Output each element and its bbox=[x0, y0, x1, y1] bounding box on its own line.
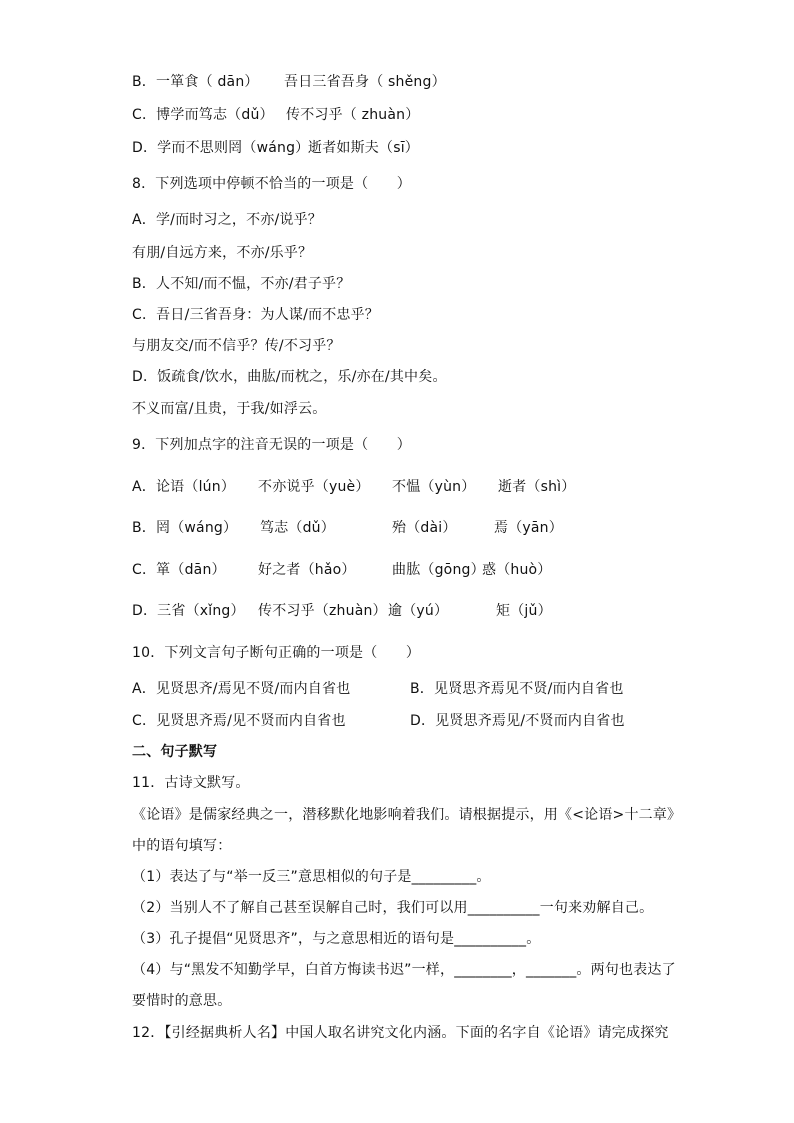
option-text: 逝者如斯夫（sī） bbox=[308, 140, 419, 156]
question-8-option-d-cont: 不义而富/且贵，于我/如浮云。 bbox=[132, 401, 327, 417]
question-11-item-2: （2）当别人不了解自己甚至误解自己时，我们可以用__________一句来劝解自己。 bbox=[132, 900, 654, 916]
question-8-option-d: D．饭疏食/饮水，曲肱/而枕之，乐/亦在/其中矣。 bbox=[132, 369, 447, 385]
question-9-option-d bbox=[132, 602, 552, 620]
question-12: 12．【引经据典析人名】中国人取名讲究文化内涵。下面的名字自《论语》请完成探究 bbox=[132, 1025, 669, 1041]
option-text: 不愠（yùn） bbox=[392, 479, 476, 495]
question-8-option-c: C．吾日/三省吾身：为人谋/而不忠乎？ bbox=[132, 307, 380, 323]
option-text: 笃志（dǔ） bbox=[260, 520, 335, 536]
option-text: C．箪（dān） bbox=[132, 562, 226, 578]
option-text: 矩（jǔ） bbox=[496, 603, 552, 619]
question-10-row-2 bbox=[132, 712, 346, 730]
option-line bbox=[132, 106, 420, 124]
option-text: D．学而不思则罔（wáng） bbox=[132, 140, 310, 156]
option-text: 不亦说乎（yuè） bbox=[258, 479, 370, 495]
question-11-item-4: （4）与“黑发不知勤学早，白首方悔读书迟”一样，________，_______。两句也表达了 bbox=[132, 962, 676, 978]
option-text: 传不习乎（zhuàn） bbox=[258, 603, 387, 619]
option-text: D．三省（xǐng） bbox=[132, 603, 245, 619]
option-text: 殆（dài） bbox=[392, 520, 457, 536]
question-9-option-b bbox=[132, 519, 563, 537]
question-8-option-b: B．人不知/而不愠，不亦/君子乎？ bbox=[132, 276, 351, 292]
option-text: 逾（yú） bbox=[388, 603, 449, 619]
question-8-option-a-cont: 有朋/自远方来，不亦/乐乎？ bbox=[132, 245, 313, 261]
question-8-option-a: A．学/而时习之，不亦/说乎？ bbox=[132, 212, 323, 228]
question-8-option-c-cont: 与朋友交/而不信乎？传/不习乎？ bbox=[132, 338, 341, 354]
option-text: D．见贤思齐焉见/不贤而内自省也 bbox=[410, 713, 625, 729]
option-text: B．一箪食（ dān） bbox=[132, 74, 259, 90]
question-11-item-3: （3）孔子提倡“见贤思齐”，与之意思相近的语句是__________。 bbox=[132, 931, 541, 947]
question-9-option-a bbox=[132, 478, 576, 496]
question-10-row-1-right bbox=[410, 680, 624, 698]
question-11-item-1: （1）表达了与“举一反三”意思相似的句子是_________。 bbox=[132, 869, 491, 885]
question-9: 9．下列加点字的注音无误的一项是（ ） bbox=[132, 437, 411, 453]
option-text: C．博学而笃志（dǔ） bbox=[132, 107, 274, 123]
option-text: 传不习乎（ zhuàn） bbox=[286, 107, 420, 123]
question-11-prompt-cont: 中的语句填写： bbox=[132, 838, 232, 854]
option-text: 逝者（shì） bbox=[498, 479, 576, 495]
option-text: A．见贤思齐/焉见不贤/而内自省也 bbox=[132, 681, 351, 697]
option-text: 好之者（hǎo） bbox=[258, 562, 356, 578]
option-line bbox=[132, 139, 419, 157]
option-text: B．见贤思齐焉见不贤/而内自省也 bbox=[410, 681, 624, 697]
option-text: 吾日三省吾身（ shěng） bbox=[284, 74, 446, 90]
option-line bbox=[132, 73, 446, 91]
question-11: 11．古诗文默写。 bbox=[132, 775, 250, 791]
question-8: 8．下列选项中停顿不恰当的一项是（ ） bbox=[132, 176, 411, 192]
question-10-row-1 bbox=[132, 680, 350, 698]
question-10-row-2-right bbox=[410, 712, 625, 730]
question-11-prompt: 《论语》是儒家经典之一，潜移默化地影响着我们。请根据提示，用《<论语>十二章》 bbox=[132, 807, 682, 823]
option-text: 焉（yān） bbox=[494, 520, 563, 536]
option-text: A．论语（lún） bbox=[132, 479, 236, 495]
option-text: C．见贤思齐焉/见不贤而内自省也 bbox=[132, 713, 346, 729]
question-9-option-c bbox=[132, 561, 552, 579]
question-11-item-4-cont: 要惜时的意思。 bbox=[132, 993, 232, 1009]
option-text: 曲肱（gōng） bbox=[392, 562, 485, 578]
section-heading: 二、句子默写 bbox=[132, 744, 218, 760]
option-text: B．罔（wáng） bbox=[132, 520, 238, 536]
option-text: 惑（huò） bbox=[482, 562, 552, 578]
question-10: 10．下列文言句子断句正确的一项是（ ） bbox=[132, 645, 421, 661]
